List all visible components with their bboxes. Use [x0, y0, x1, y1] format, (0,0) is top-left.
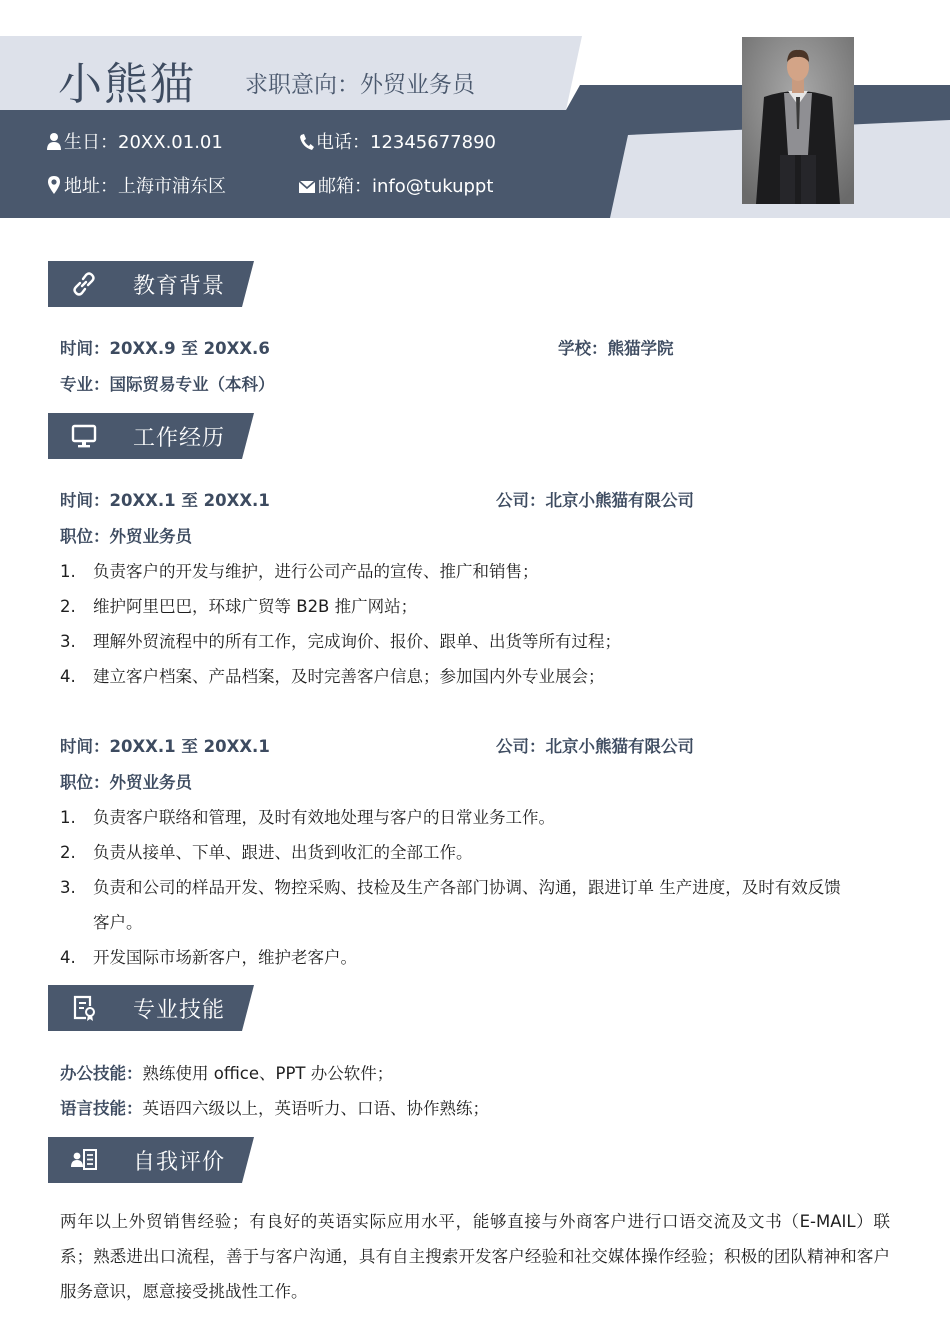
duty-text: 开发国际市场新客户，维护老客户。: [93, 948, 357, 967]
edu-major: 专业：国际贸易专业（本科）: [60, 375, 275, 394]
office-skill: [60, 1060, 393, 1084]
birthday-text: 生日：20XX.01.01: [64, 132, 223, 153]
duty-text: 负责和公司的样品开发、物控采购、技检及生产各部门协调、沟通，跟进订单 生产进度，及时有效反馈: [93, 878, 841, 897]
candidate-name: 小熊猫: [58, 59, 196, 110]
duty-text: 负责客户的开发与维护，进行公司产品的宣传、推广和销售；: [93, 562, 539, 581]
phone-icon: [298, 131, 314, 151]
duty-number: 3.: [60, 632, 76, 651]
duty-number: 1.: [60, 562, 76, 581]
link-icon: [70, 270, 98, 298]
self-evaluation-text: 两年以上外贸销售经验；有良好的英语实际应用水平，能够直接与外商客户进行口语交流及文书（E-MAIL）联系；熟悉进出口流程，善于与客户沟通，具有自主搜索开发客户经验和社交媒体操作经验；积极的团队精神和客户服务意识，愿意接受挑战性工作。: [60, 1212, 890, 1301]
section-header-education: [48, 261, 254, 307]
duty-item: [60, 628, 621, 652]
duty-text: 负责客户联络和管理，及时有效地处理与客户的日常业务工作。: [93, 808, 555, 827]
duty-text: 维护阿里巴巴，环球广贸等 B2B 推广网站；: [93, 597, 418, 616]
duty-number: 2.: [60, 843, 76, 862]
section-title-skills: 专业技能: [133, 998, 226, 1023]
address-row: [46, 172, 226, 198]
duty-item: [60, 874, 841, 898]
job-company: 公司：北京小熊猫有限公司: [496, 737, 694, 756]
duty-item: [60, 558, 539, 582]
job-intent: 求职意向：外贸业务员: [245, 72, 475, 98]
edu-school: 学校：熊猫学院: [558, 339, 674, 358]
certificate-icon: [70, 994, 98, 1022]
address-text: 地址：上海市浦东区: [64, 176, 226, 197]
duty-item: [60, 663, 605, 687]
office-skill-label: 办公技能：: [60, 1064, 143, 1083]
duty-number: 4.: [60, 667, 76, 686]
location-icon: [46, 174, 62, 196]
edu-time: 时间：20XX.9 至 20XX.6: [60, 339, 270, 358]
user-icon: [46, 131, 62, 151]
section-header-work: [48, 413, 254, 459]
duty-number: 2.: [60, 597, 76, 616]
email-text: 邮箱：info@tukuppt: [318, 176, 494, 197]
monitor-icon: [70, 422, 98, 450]
section-header-skills: [48, 985, 254, 1031]
duty-text: 建立客户档案、产品档案，及时完善客户信息；参加国内外专业展会；: [93, 667, 605, 686]
mail-icon: [298, 175, 316, 195]
duty-number: 1.: [60, 808, 76, 827]
duty-item: [60, 839, 473, 863]
duty-number: 4.: [60, 948, 76, 967]
language-skill-value: 英语四六级以上，英语听力、口语、协作熟练；: [142, 1099, 489, 1118]
duty-continuation: 客户。: [93, 913, 143, 932]
job-time: 时间：20XX.1 至 20XX.1: [60, 737, 270, 756]
section-header-self-evaluation: [48, 1137, 254, 1183]
duty-text: 理解外贸流程中的所有工作，完成询价、报价、跟单、出货等所有过程；: [93, 632, 621, 651]
phone-row: [298, 128, 496, 154]
duty-item: [60, 944, 357, 968]
duty-text: 负责从接单、下单、跟进、出货到收汇的全部工作。: [93, 843, 473, 862]
section-title-work: 工作经历: [133, 426, 226, 451]
language-skill: [60, 1095, 489, 1119]
language-skill-label: 语言技能：: [60, 1099, 143, 1118]
duty-item: [60, 804, 555, 828]
section-title-self-evaluation: 自我评价: [133, 1150, 226, 1175]
job-position: 职位：外贸业务员: [60, 527, 192, 546]
birthday-row: [46, 128, 223, 154]
job-time: 时间：20XX.1 至 20XX.1: [60, 491, 270, 510]
office-skill-value: 熟练使用 office、PPT 办公软件；: [142, 1064, 394, 1083]
email-row: [298, 172, 493, 198]
profile-photo: [742, 37, 854, 204]
profile-list-icon: [70, 1146, 98, 1174]
duty-item: [60, 593, 417, 617]
job-company: 公司：北京小熊猫有限公司: [496, 491, 694, 510]
job-position: 职位：外贸业务员: [60, 773, 192, 792]
duty-number: 3.: [60, 878, 76, 897]
phone-text: 电话：12345677890: [316, 132, 496, 153]
section-title-education: 教育背景: [133, 274, 226, 299]
